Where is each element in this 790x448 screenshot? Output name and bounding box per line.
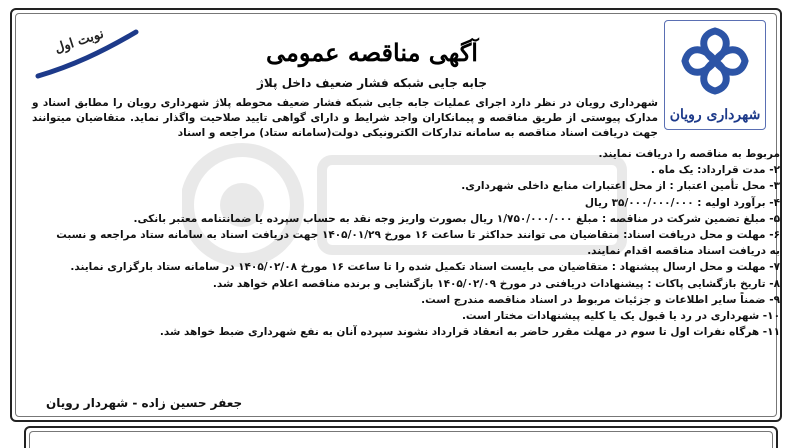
notice-line: ۷- مهلت و محل ارسال پیشنهاد : متقاضیان می بایست اسناد تکمیل شده را تا ساعت ۱۶ مورخ ۱۴۰۵/۰۲/۰۸ در سامانه ستاد بارگزاری نمایند. bbox=[70, 261, 780, 274]
page-subtitle: جابه جایی شبکه فشار ضعیف داخل پلاژ bbox=[257, 76, 487, 90]
notice-body bbox=[32, 146, 780, 340]
page-title: آگهی مناقصه عمومی bbox=[266, 38, 478, 67]
notice-line: ۱۰- شهرداری در رد یا قبول یک یا کلیه پیشنهادات مختار است. bbox=[461, 310, 780, 323]
flower-emblem-icon bbox=[665, 21, 765, 103]
notice-line: به دریافت اسناد مناقصه اقدام نمایند. bbox=[587, 245, 780, 258]
notice-line: ۲- مدت قرارداد: یک ماه . bbox=[650, 164, 780, 177]
first-round-badge bbox=[32, 26, 142, 82]
notice-line: ۶- مهلت و محل دریافت اسناد: متقاضیان می توانند حداکثر تا ساعت ۱۶ مورخ ۱۴۰۵/۰۱/۲۹ جهت دریافت اسناد به سامانه ستاد مراجعه و نسبت bbox=[56, 229, 780, 242]
notice-frame bbox=[10, 8, 782, 422]
notice-line: ۳- محل تأمین اعتبار : از محل اعتبارات منابع داخلی شهرداری. bbox=[461, 180, 780, 193]
notice-line: ۱۱- هرگاه نفرات اول تا سوم در مهلت مقرر حاضر به انعقاد قرارداد نشوند سپرده آنان به نفع شهرداری ضبط خواهد شد. bbox=[159, 326, 780, 339]
notice-line: مربوط به مناقصه را دریافت نمایند. bbox=[598, 148, 780, 160]
notice-line: ۴- برآورد اولیه : ۳۵/۰۰۰/۰۰۰/۰۰۰ ریال bbox=[584, 196, 780, 209]
next-notice-inner-border bbox=[29, 431, 773, 448]
logo-caption: شهرداری رویان bbox=[669, 107, 761, 123]
badge-text: نوبت اول bbox=[52, 26, 106, 57]
notice-line: ۹- ضمناً سایر اطلاعات و جزئیات مربوط در اسناد مناقصه مندرج است. bbox=[421, 293, 780, 306]
municipality-logo bbox=[664, 20, 766, 130]
signature: جعفر حسین زاده - شهردار رویان bbox=[46, 396, 243, 410]
intro-paragraph: شهرداری رویان در نظر دارد اجرای عملیات جابه جایی شبکه فشار ضعیف محوطه پلاژ شهرداری رویان را مطابق اسناد و مدارک پیوستی از طریق مناقصه و پیمانکاران واجد شرایط و دارای گواهی تایید صلاحیت واگذار نماید. متقاضیان میتوانند جهت دریافت اسناد مناقصه به سامانه تدارکات الکترونیکی دولت(سامانه ستاد) مراجعه و اسناد bbox=[32, 97, 658, 139]
notice-line: ۵- مبلغ تضمین شرکت در مناقصه : مبلغ ۱/۷۵۰/۰۰۰/۰۰۰ ریال بصورت واریز وجه نقد به حساب سپرده یا ضمانتنامه معتبر بانکی. bbox=[133, 212, 780, 225]
notice-line: ۸- تاریخ بازگشایی پاکات : پیشنهادات دریافتی در مورخ ۱۴۰۵/۰۲/۰۹ بازگشایی و برنده مناقصه اعلام خواهد شد. bbox=[212, 277, 780, 290]
next-notice-frame bbox=[24, 426, 778, 448]
